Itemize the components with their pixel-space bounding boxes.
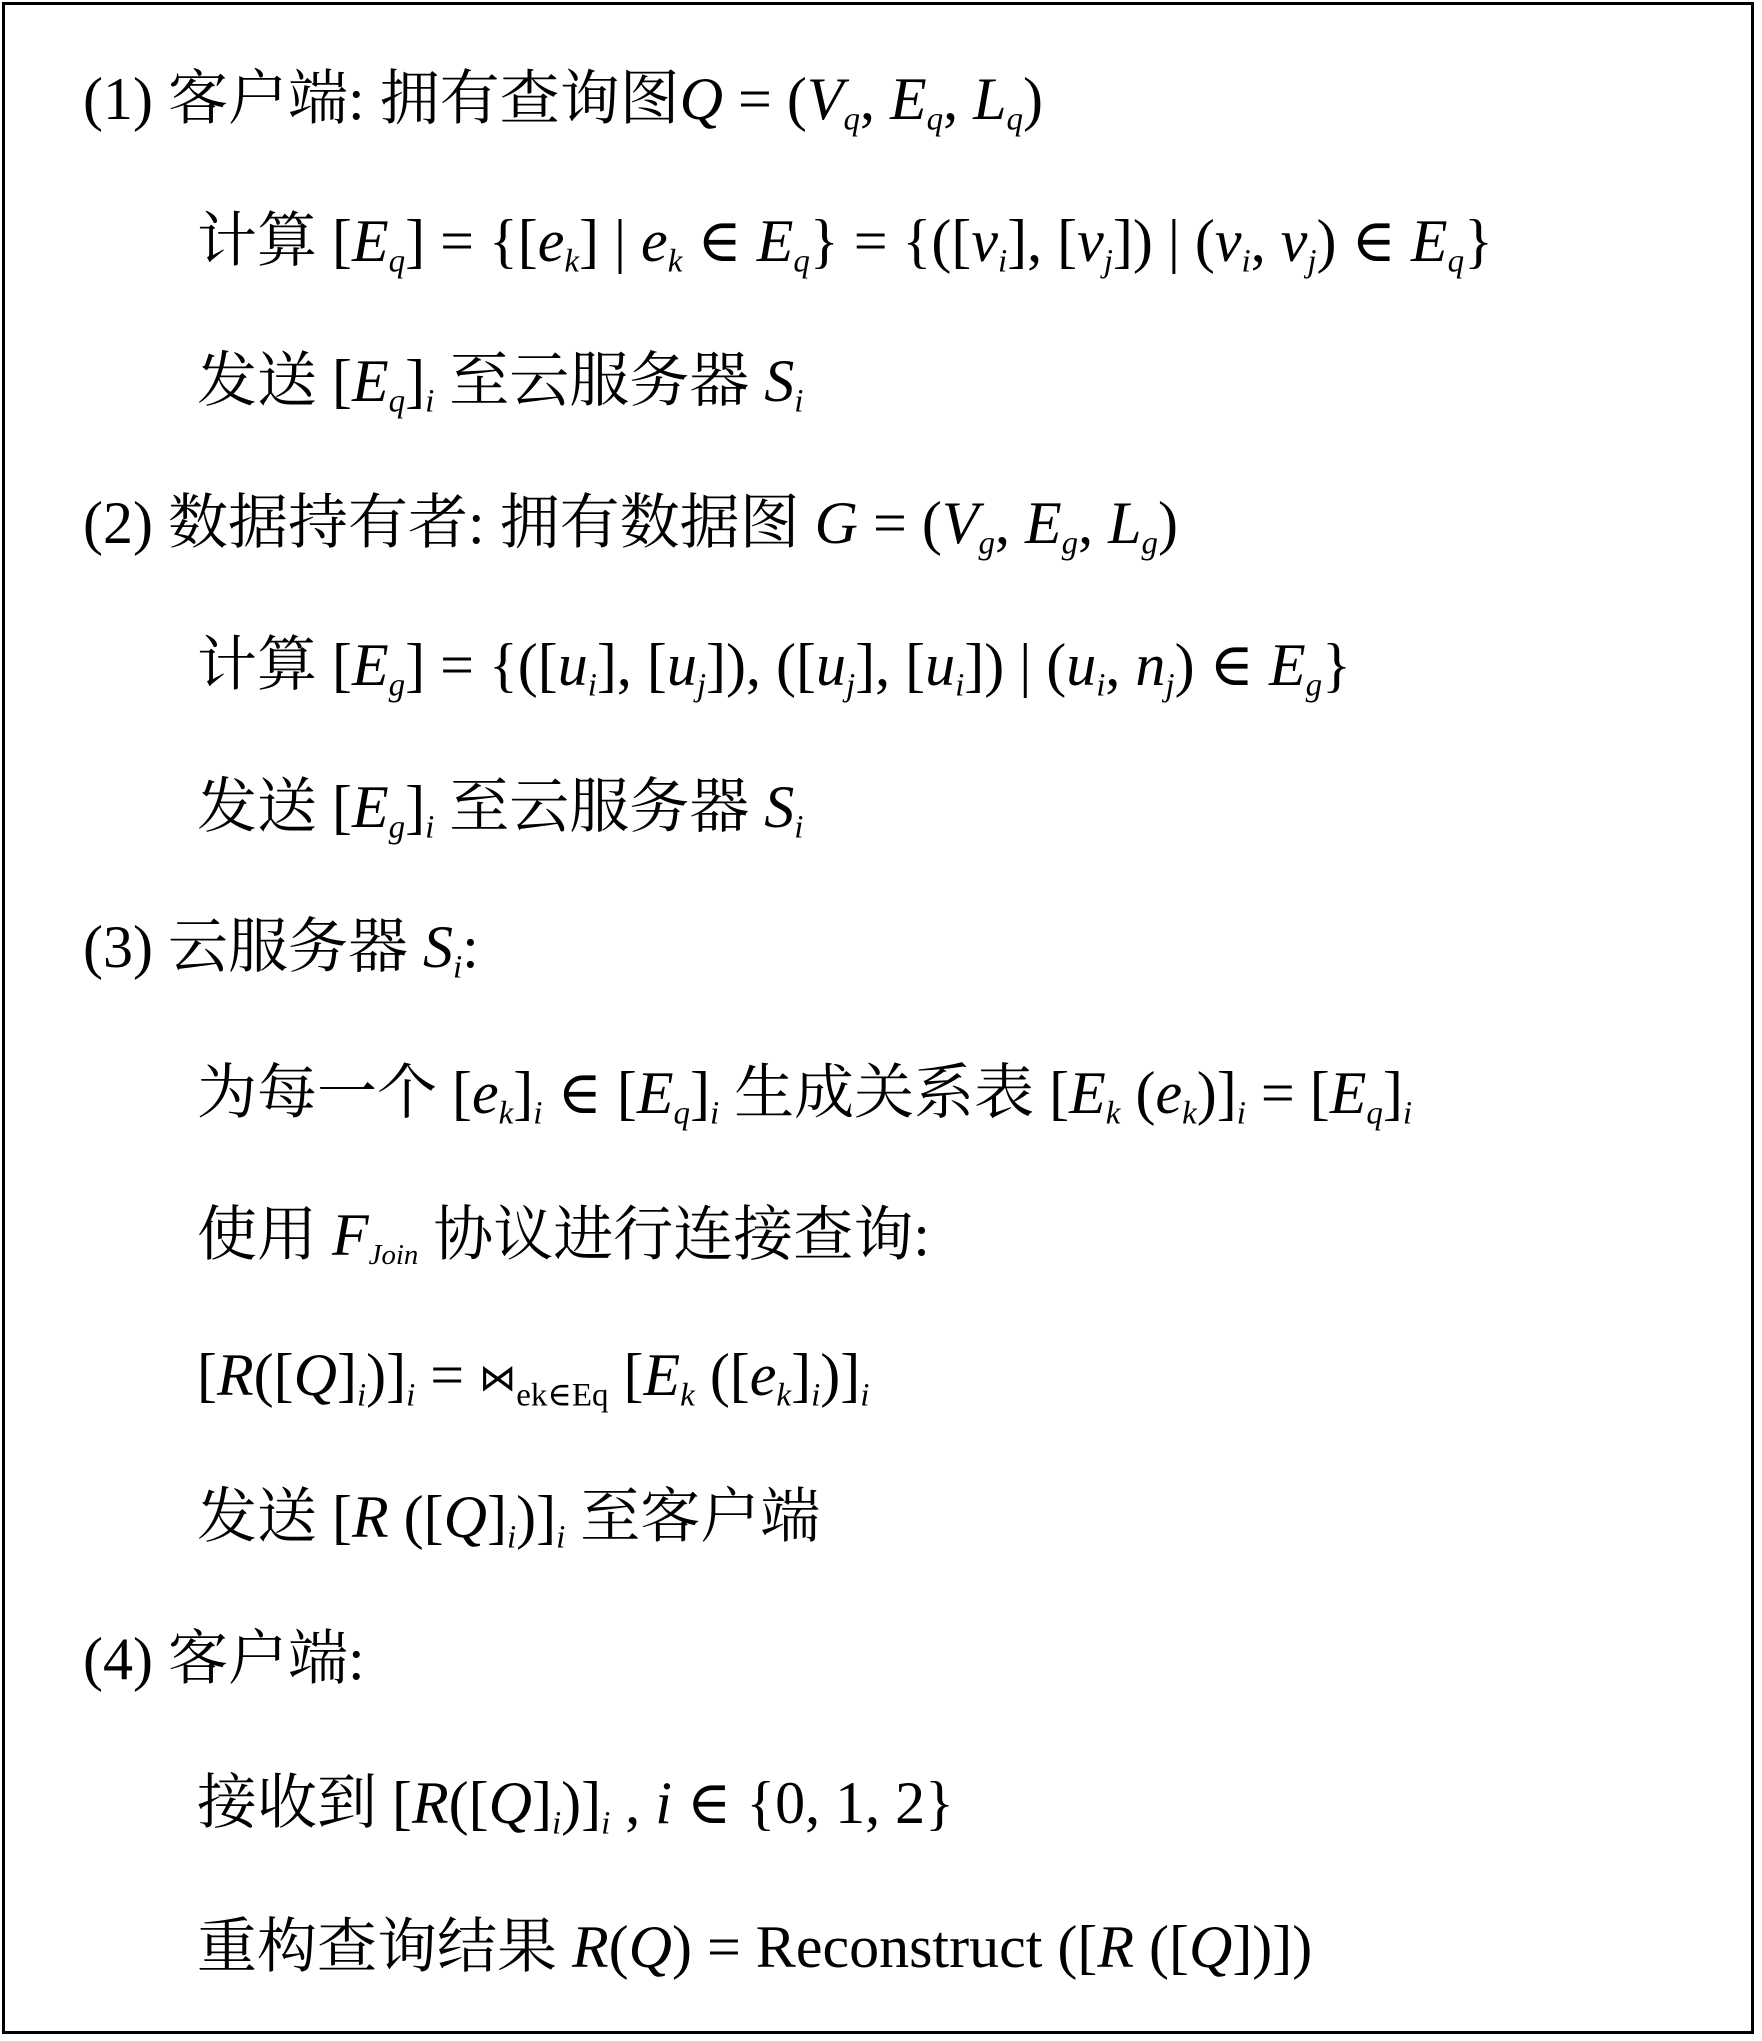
step-4-line-2: 重构查询结果 R(Q) = Reconstruct ([R ([Q])])	[197, 1914, 1313, 1980]
step-3-line-1: 为每一个 $[e_k]_i$ ∈ $[E_q]_i$ 生成关系表 [$E_k$ $(e_k)]_i = [E_q]_i$	[197, 1060, 1413, 1132]
step-4-header: (4) 客户端:	[83, 1626, 365, 1692]
step-1-line-1: 计算 $[E_q] = \{[e_k]$ | $e_k$ ∈ $E_q\} = \{([v_i]$, $[v_j]$) | ($v_i$, $v_j$) ∈ $E_q$}	[197, 208, 1493, 280]
step-2-header: (2) 数据持有者: 拥有数据图 $G = (V_g$, $E_g$, $L_g$)	[83, 490, 1178, 562]
algorithm-box	[2, 2, 1754, 2034]
step-2-line-2: 发送 $[E_g]_i$ 至云服务器 $S_i$	[197, 774, 804, 846]
step-2-line-1: 计算 $[E_g] = \{([u_i]$, $[u_j]$), ($[u_j]$, $[u_i]$) | ($u_i$, $n_j$) ∈ $E_g$}	[197, 632, 1351, 704]
step-1-line-2: 发送 $[E_q]_i$ 至云服务器 $S_i$	[197, 348, 804, 420]
step-4-line-1: 接收到 $[R([Q]_i)]_i$ , i ∈ {0, 1, 2}	[197, 1770, 954, 1842]
step-3-line-4: 发送 [R $([Q]_i)]_i$ 至客户端	[197, 1484, 821, 1556]
step-1-header: (1) 客户端: 拥有查询图$Q = (V_q$, $E_q$, $L_q$)	[83, 66, 1043, 138]
step-3-line-2: 使用 $F_{Join}$ 协议进行连接查询:	[197, 1202, 930, 1272]
step-3-header: (3) 云服务器 $S_i$:	[83, 914, 479, 986]
step-3-line-3: $[R([Q]_i)]_i$ = $⋈_{ek\in Eq}$ [$E_k$ $([e_k]_i)]_i$	[197, 1342, 870, 1414]
